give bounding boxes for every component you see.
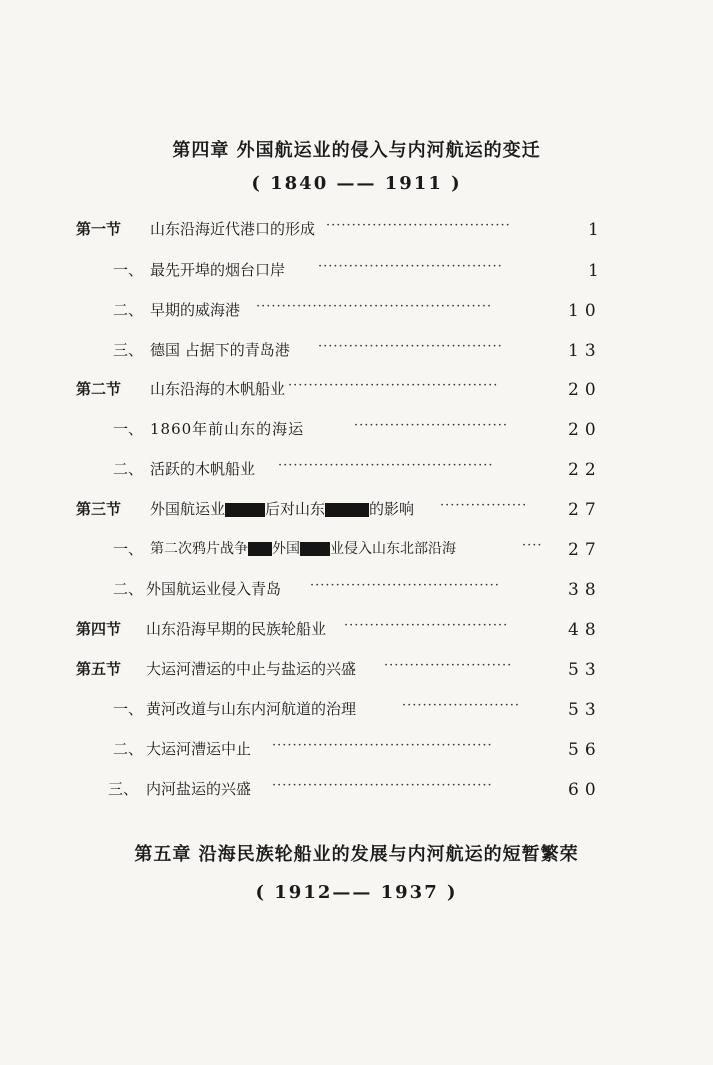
toc-entry-title: 外国航运业侵入青岛 [146, 580, 282, 598]
leader-dots: ················· [440, 498, 528, 513]
toc-entry-sub [0, 458, 713, 484]
toc-entry-page: 20 [568, 420, 602, 440]
toc-entry-page: 56 [568, 740, 602, 760]
toc-entry-sub [0, 778, 713, 804]
leader-dots: ································ [344, 618, 509, 633]
toc-entry-title: 活跃的木帆船业 [150, 460, 256, 478]
toc-entry-title: 最先开埠的烟台口岸 [150, 261, 286, 279]
toc-entry-page: 22 [568, 460, 602, 480]
toc-entry-title [150, 538, 456, 558]
toc-entry-label: 三、 [113, 341, 144, 359]
chapter-5-years: ( 1912—— 1937 ) [255, 882, 458, 903]
toc-entry-title: 1860年前山东的海运 [150, 420, 305, 438]
leader-dots: ····································· [310, 578, 500, 593]
toc-entry-title: 德国 占据下的青岛港 [150, 341, 290, 359]
leader-dots: ························· [384, 658, 513, 673]
chapter-4-years: ( 1840 —— 1911 ) [251, 173, 462, 194]
toc-entry-sub [0, 299, 713, 325]
redaction-mark [225, 503, 265, 517]
toc-entry-label: 二、 [113, 740, 144, 758]
toc-entry-label: 三、 [108, 780, 139, 798]
toc-entry-label: 一、 [113, 700, 144, 718]
toc-entry-title: 大运河漕运中止 [146, 740, 252, 758]
toc-entry-page: 48 [568, 620, 602, 640]
toc-entry-title: 山东沿海近代港口的形成 [150, 220, 316, 238]
leader-dots: ···· [522, 538, 543, 553]
leader-dots: ······················· [402, 698, 521, 713]
toc-entry-page: 27 [568, 500, 602, 520]
leader-dots: ···································· [318, 259, 503, 274]
leader-dots: ···································· [318, 339, 503, 354]
toc-entry-label: 二、 [113, 460, 144, 478]
toc-entry-section-3 [0, 498, 713, 524]
toc-entry-page: 1 [588, 261, 605, 281]
toc-title-part: 外国 [272, 541, 300, 557]
toc-entry-sub [0, 738, 713, 764]
toc-title-part: 的影响 [369, 500, 415, 518]
toc-entry-title: 黄河改道与山东内河航道的治理 [146, 700, 357, 718]
toc-entry-label: 一、 [113, 540, 144, 558]
toc-entry-title [150, 498, 414, 519]
toc-entry-page: 27 [568, 540, 602, 560]
chapter-4-title: 第四章 外国航运业的侵入与内河航运的变迁 [172, 140, 541, 161]
toc-entry-section-1 [0, 218, 713, 244]
toc-entry-page: 53 [568, 660, 602, 680]
toc-entry-section-4 [0, 618, 713, 644]
leader-dots: ···································· [326, 218, 511, 233]
toc-entry-label: 二、 [113, 580, 144, 598]
toc-entry-page: 10 [568, 301, 602, 321]
toc-entry-page: 13 [568, 341, 602, 361]
toc-entry-sub [0, 259, 713, 285]
toc-entry-title: 早期的威海港 [150, 301, 241, 319]
toc-entry-title: 山东沿海早期的民族轮船业 [146, 620, 327, 638]
toc-entry-title: 内河盐运的兴盛 [146, 780, 252, 798]
toc-entry-title: 山东沿海的木帆船业 [150, 380, 286, 398]
toc-entry-label: 第一节 [76, 220, 122, 238]
toc-entry-label: 第四节 [76, 620, 122, 638]
toc-entry-sub [0, 578, 713, 604]
toc-entry-sub [0, 339, 713, 365]
redaction-mark [325, 503, 369, 517]
leader-dots: ······························ [354, 418, 508, 433]
toc-title-part: 后对山东 [265, 500, 326, 518]
toc-entry-page: 53 [568, 700, 602, 720]
leader-dots: ········································· [288, 378, 499, 393]
toc-entry-label: 第三节 [76, 500, 122, 518]
toc-entry-label: 一、 [113, 261, 144, 279]
leader-dots: ··········································· [272, 778, 493, 793]
toc-entry-page: 38 [568, 580, 602, 600]
leader-dots: ·········································· [278, 458, 494, 473]
toc-entry-page: 20 [568, 380, 602, 400]
toc-title-part: 第二次鸦片战争 [150, 541, 248, 557]
toc-entry-page: 60 [568, 780, 602, 800]
toc-entry-label: 二、 [113, 301, 144, 319]
toc-entry-sub [0, 698, 713, 724]
toc-title-part: 外国航运业 [150, 500, 226, 518]
toc-entry-page: 1 [588, 220, 605, 240]
toc-entry-label: 第二节 [76, 380, 122, 398]
toc-entry-section-5 [0, 658, 713, 684]
redaction-mark [248, 542, 272, 556]
toc-title-part: 业侵入山东北部沿海 [330, 541, 456, 557]
toc-entry-title: 大运河漕运的中止与盐运的兴盛 [146, 660, 357, 678]
redaction-mark [300, 542, 330, 556]
leader-dots: ·············································· [256, 299, 493, 314]
toc-entry-sub [0, 418, 713, 444]
toc-entry-section-2 [0, 378, 713, 404]
toc-entry-label: 一、 [113, 420, 144, 438]
chapter-5-title: 第五章 沿海民族轮船业的发展与内河航运的短暂繁荣 [134, 844, 579, 865]
leader-dots: ··········································· [272, 738, 493, 753]
toc-entry-label: 第五节 [76, 660, 122, 678]
toc-entry-sub [0, 538, 713, 564]
